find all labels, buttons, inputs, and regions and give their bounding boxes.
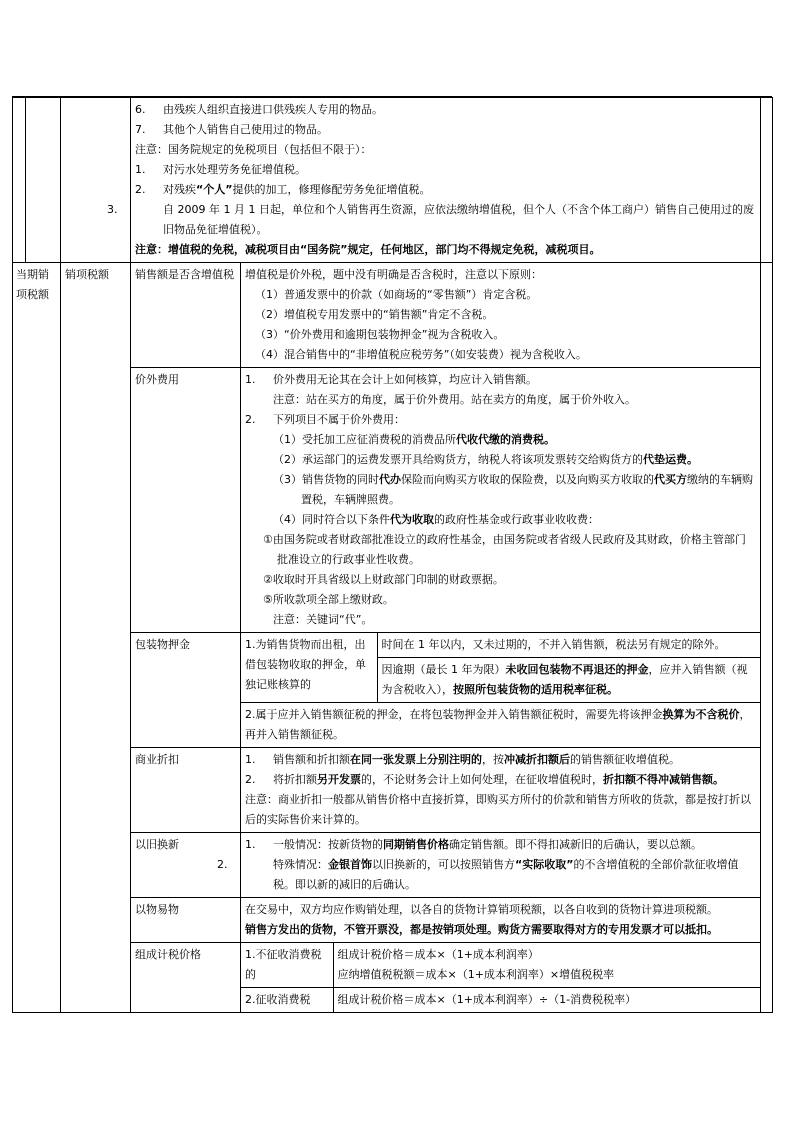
section-content: 1. 一般情况：按新货物的同期销售价格确定销售额。即不得扣减新旧的后确认，要以总额。 2. 特殊情况：金银首饰以旧换新的，可以按照销售方“实际收取”的不含增值税的全部价款征收增值税。即以新的减旧的后确认。 <box>241 833 761 898</box>
bold-note: 注意：增值税的免税，减税项目由“国务院”规定，任何地区，部门均不得规定免税，减税项目。 <box>135 243 601 256</box>
left-label-cell <box>13 263 61 1013</box>
section-label: 商业折扣 <box>131 748 241 833</box>
section-label: 以旧换新 <box>131 833 241 898</box>
list-item: 3. 自 2009 年 1 月 1 日起，单位和个人销售再生资源，应依法缴纳增值税，但个人（不含个体工商户）销售自己使用过的废旧物品免征增值税）。 <box>107 203 754 236</box>
exemption-notes-cell <box>107 98 761 263</box>
list-item: 7. 其他个人销售自己使用过的物品。 <box>135 123 328 136</box>
output-tax-label-cell <box>61 263 131 1013</box>
section-label: 包装物押金 <box>131 633 241 748</box>
list-item: 1. 对污水处理劳务免征增值税。 <box>135 163 306 176</box>
tax-notes-table <box>12 97 773 1013</box>
section-label: 销售额是否含增值税 <box>131 263 241 368</box>
period-output-tax-label: 当期销项税额 <box>16 268 49 301</box>
section-row-price-tax <box>13 263 773 368</box>
list-item: 6. 由残疾人组织直接进口供残疾人专用的物品。 <box>135 103 383 116</box>
composite-subtable: 1.不征收消费税的 组成计税价格＝成本×（1+成本利润率） 应纳增值税税额＝成本×（1+成本利润率）×增值税税率 2.征收消费税 组成计税价格＝成本×（1+成本利润率）÷（1-消费税税率） <box>241 943 760 1012</box>
section-content <box>241 633 761 748</box>
continuation-row <box>13 98 773 263</box>
section-content <box>241 943 761 1013</box>
section-content: 1. 销售额和折扣额在同一张发票上分别注明的，按冲减折扣额后的销售额征收增值税。 2. 将折扣额另开发票的，不论财务会计上如何处理，在征收增值税时，折扣额不得冲减销售额。 注意：商业折扣一般都从销售价格中直接折算，即购买方所付的价款和销售方所收的货款，都是按打折以后的实际售价来计算的。 <box>241 748 761 833</box>
note-heading: 注意：国务院规定的免税项目（包括但不限于）： <box>135 143 372 156</box>
section-content: 增值税是价外税，题中没有明确是否含税时，注意以下原则： （1）普通发票中的价款（如商场的“零售额”）肯定含税。 （2）增值税专用发票中的“销售额”肯定不含税。 （3）“价外费用和逾期包装物押金”视为含税收入。 （4）混合销售中的“非增值税应税劳务”（如安装费）视为含税收入。 <box>241 263 761 368</box>
section-content: 在交易中，双方均应作购销处理，以各自的货物计算销项税额，以各自收到的货物计算进项税额。 销售方发出的货物，不管开票没，都是按销项处理。购货方需要取得对方的专用发票才可以抵扣。 <box>241 898 761 943</box>
output-tax-label: 销项税额 <box>65 268 109 281</box>
list-item: 2. 对残疾“个人”提供的加工，修理修配劳务免征增值税。 <box>135 183 431 196</box>
section-content: 1. 价外费用无论其在会计上如何核算，均应计入销售额。 注意：站在买方的角度，属于价外费用。站在卖方的角度，属于价外收入。 2. 下列项目不属于价外费用： （1）受托加工应征消费税的消费品所代收代缴的消费税。 （2）承运部门的运费发票开具给购货方，纳税人将该项发票转交给购货方的代垫运费。 （3）销售货物的同时代办保险而向购买方收取的保险费，以及向购买方收取的代买方缴纳的车辆购置税，车辆牌照费。 （4）同时符合以下条件代为收取的政府性基金或行政事业收收费： ①由国务院或者财政部批准设立的政府性基金，由国务院或者省级人民政府及其财政，价格主管部门批准设立的行政事业性收费。 ②收取时开具省级以上财政部门印制的财政票据。 ⑤所收款项全部上缴财政。 注意：关键词“代”。 <box>241 368 761 633</box>
section-label: 组成计税价格 <box>131 943 241 1013</box>
section-label: 价外费用 <box>131 368 241 633</box>
deposit-subtable: 1.为销售货物而出租，出借包装物收取的押金，单独记账核算的 时间在 1 年以内，又未过期的，不并入销售额，税法另有规定的除外。 因逾期（最长 1 年为限）未收回包装物不再退还的押金，应并入销售额（视为含税收入），按照所包装货物的适用税率征税。 2.属于应并入销售额征税的押金，在将包装物押金并入销售额征税时，需要先将该押金换算为不含税价，再并入销售额征税。 <box>241 633 760 747</box>
section-label: 以物易物 <box>131 898 241 943</box>
